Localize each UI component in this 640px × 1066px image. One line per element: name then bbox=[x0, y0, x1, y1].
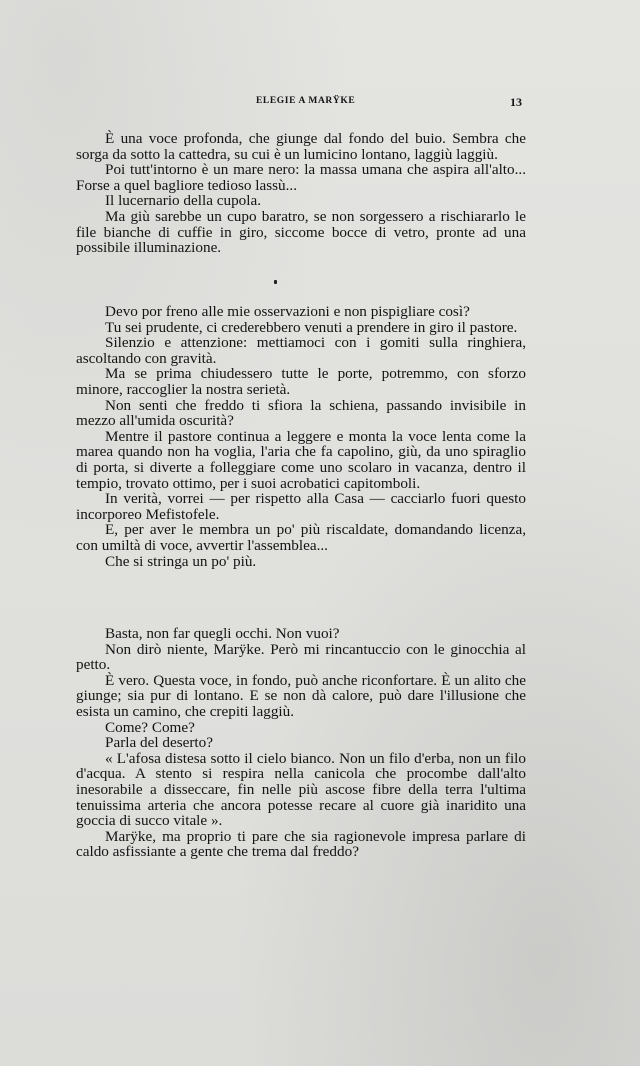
paragraph: Marÿke, ma proprio ti pare che sia ragionevole impresa parlare di caldo asfissiante a gente che trema dal freddo? bbox=[76, 827, 526, 861]
paragraph: Poi tutt'intorno è un mare nero: la massa umana che aspira all'alto... Forse a quel bagliore tedioso lassù... bbox=[76, 161, 526, 194]
text-section-3 bbox=[76, 626, 526, 860]
running-title: ELEGIE A MARŸKE bbox=[256, 96, 356, 106]
paragraph: « L'afosa distesa sotto il cielo bianco. Non un filo d'erba, non un filo d'acqua. A stento si respira nella canicola che procombe dall'alto inesorabile a disseccare, fin nelle più ascose fibre della terra l'ultima tenuissima arteria che ancora potesse recare al cuore già inaridito una goccia di succo vitale ». bbox=[76, 749, 526, 830]
paragraph: Che si stringa un po' più. bbox=[105, 552, 257, 570]
paragraph: È una voce profonda, che giunge dal fondo del buio. Sembra che sorga da sotto la cattedra, su cui è un lumicino lontano, laggiù laggiù. bbox=[76, 130, 526, 163]
paragraph: Devo por freno alle mie osservazioni e non pispigliare così? bbox=[105, 303, 470, 320]
text-section-2 bbox=[76, 304, 526, 569]
paragraph: È vero. Questa voce, in fondo, può anche riconfortare. È un alito che giunge; sia pur di lontano. E se non dà calore, può dare l'illusione che esista un camino, che crepiti laggiù. bbox=[76, 671, 526, 720]
paragraph: Ma giù sarebbe un cupo baratro, se non sorgessero a rischiararlo le file bianche di cuffie in giro, siccome bocce di vetro, pronte ad una possibile illuminazione. bbox=[76, 207, 526, 257]
paragraph: Mentre il pastore continua a leggere e monta la voce lenta come la marea quando non ha voglia, l'aria che fa capolino, giù, da uno spiraglio di porta, si diverte a folleggiare come uno scolaro in vacanza, dentro il tempio, trovato ottimo, per i suoi acrobatici capitomboli. bbox=[76, 427, 526, 492]
page-header bbox=[0, 96, 640, 110]
paragraph: Non dirò niente, Marÿke. Però mi rincantuccio con le ginocchia al petto. bbox=[76, 640, 526, 674]
paragraph: Non senti che freddo ti sfiora la schiena, passando invisibile in mezzo all'umida oscurità? bbox=[76, 396, 526, 430]
paragraph: Ma se prima chiudessero tutte le porte, potremmo, con sforzo minore, raccoglier la nostra serietà. bbox=[76, 365, 526, 398]
paragraph: Il lucernario della cupola. bbox=[105, 192, 262, 210]
paragraph: Basta, non far quegli occhi. Non vuoi? bbox=[105, 625, 340, 642]
section-separator bbox=[274, 280, 277, 284]
paragraph: In verità, vorrei — per rispetto alla Casa — cacciarlo fuori questo incorporeo Mefistofele. bbox=[76, 490, 526, 523]
paragraph: Parla del deserto? bbox=[105, 734, 213, 752]
paragraph: Silenzio e attenzione: mettiamoci con i gomiti sulla ringhiera, ascoltando con gravità. bbox=[76, 334, 526, 367]
page-number: 13 bbox=[510, 95, 522, 109]
paragraph: E, per aver le membra un po' più riscaldate, domandando licenza, con umiltà di voce, avvertir l'assemblea... bbox=[76, 521, 526, 554]
text-section-1 bbox=[76, 131, 526, 256]
paragraph: Tu sei prudente, ci crederebbero venuti a prendere in giro il pastore. bbox=[105, 318, 518, 336]
paragraph: Come? Come? bbox=[105, 718, 195, 736]
